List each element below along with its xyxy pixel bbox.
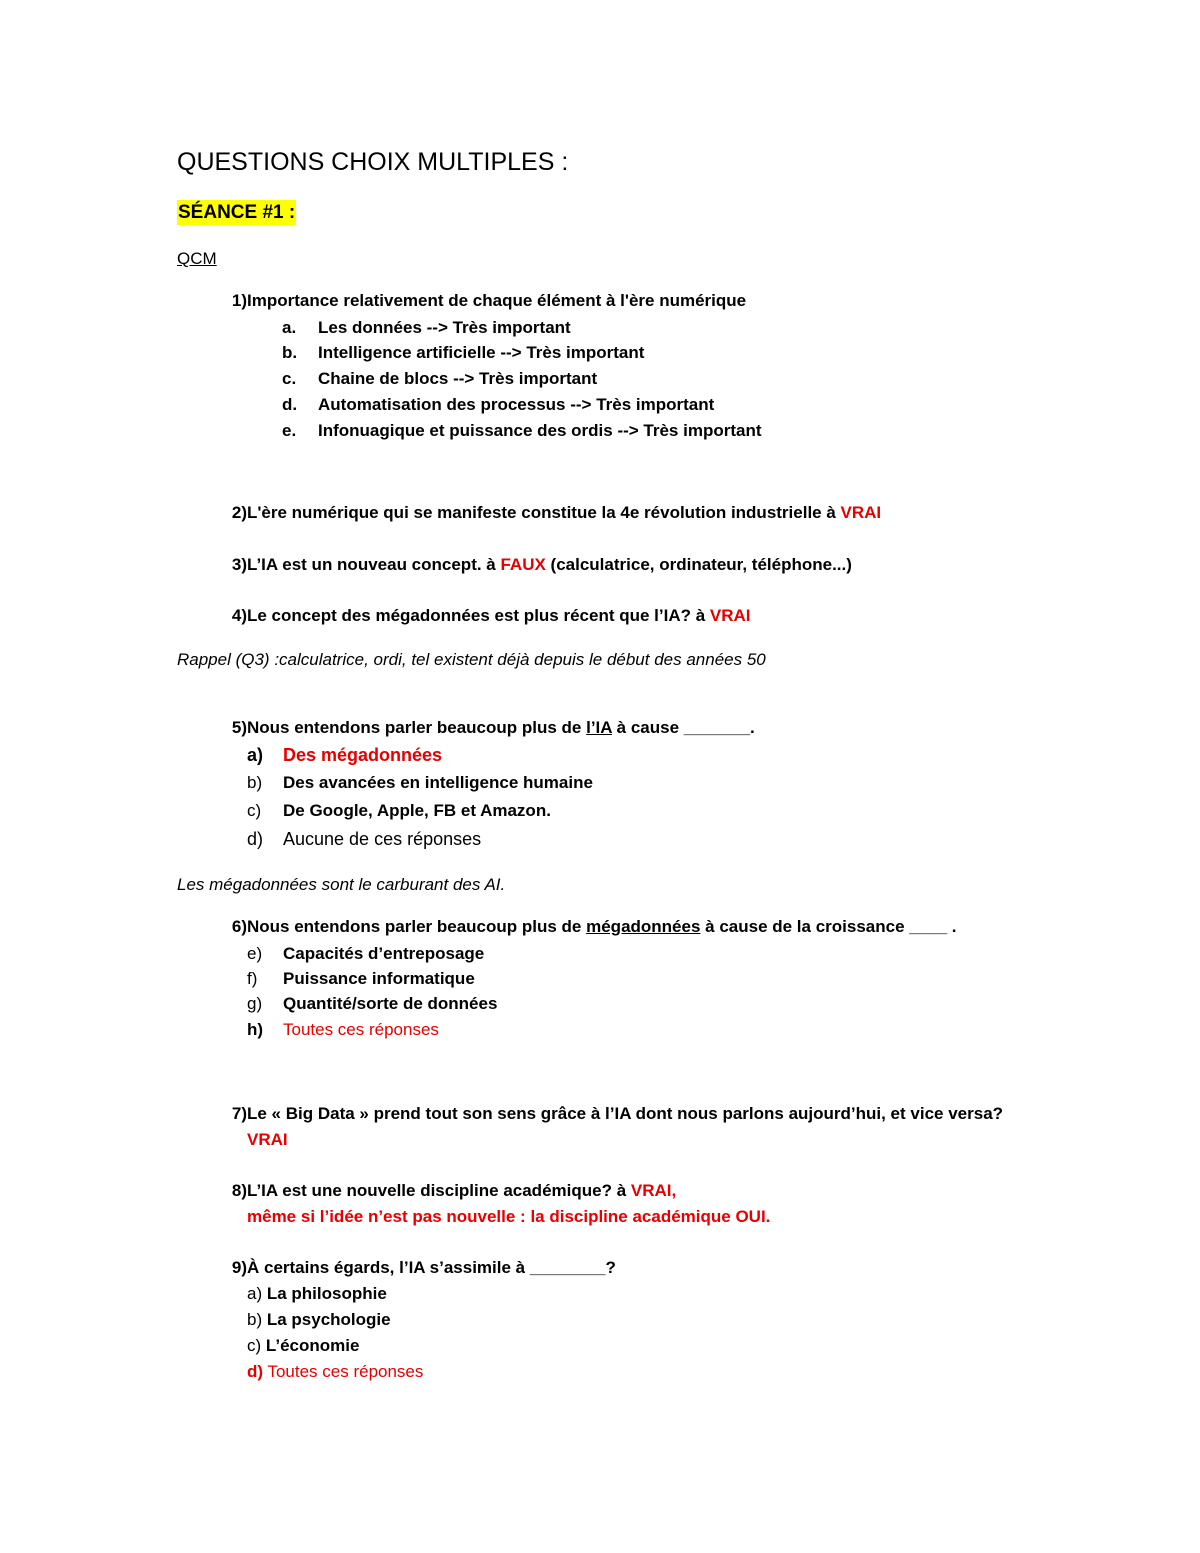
answer-label: FAUX: [500, 555, 546, 574]
q5-option: c) De Google, Apple, FB et Amazon.: [247, 801, 551, 820]
answer-label: VRAI: [840, 503, 882, 522]
note-5: Les mégadonnées sont le carburant des AI.: [177, 875, 506, 894]
answer-label: VRAI,: [630, 1181, 677, 1200]
q1-item: e. Infonuagique et puissance des ordis --> Très important: [282, 421, 762, 440]
q6-option: f) Puissance informatique: [247, 969, 475, 988]
q1-item: c. Chaine de blocs --> Très important: [282, 369, 598, 388]
question-4: 4) Le concept des mégadonnées est plus récent que l’IA? à VRAI: [231, 606, 751, 625]
question-3: 3) L’IA est un nouveau concept. à FAUX (calculatrice, ordinateur, téléphone...): [231, 555, 852, 574]
q5-option: a) Des mégadonnées: [247, 745, 443, 765]
seance-heading: SÉANCE #1 :: [178, 202, 296, 223]
q9-option: d) Toutes ces réponses: [247, 1362, 424, 1381]
question-8: 8) L’IA est une nouvelle discipline académique? à VRAI,: [231, 1181, 677, 1200]
q1-item: b. Intelligence artificielle --> Très important: [282, 343, 645, 362]
q9-option: a) La philosophie: [247, 1284, 387, 1303]
document-title: QUESTIONS CHOIX MULTIPLES :: [177, 148, 569, 176]
qcm-heading: QCM: [177, 249, 217, 268]
q6-option: e) Capacités d’entreposage: [247, 944, 485, 963]
question-5: 5) Nous entendons parler beaucoup plus de l’IA à cause _______.: [231, 718, 755, 737]
q9-option: c) L’économie: [247, 1336, 360, 1355]
q5-option: d) Aucune de ces réponses: [247, 829, 482, 849]
q1-item: a. Les données --> Très important: [282, 318, 571, 337]
q6-option: g) Quantité/sorte de données: [247, 994, 498, 1013]
answer-explanation: même si l’idée n’est pas nouvelle : la discipline académique OUI.: [247, 1207, 771, 1226]
question-7: 7) Le « Big Data » prend tout son sens grâce à l’IA dont nous parlons aujourd’hui, et vice versa?: [231, 1104, 1004, 1123]
answer-label: VRAI: [709, 606, 751, 625]
q5-option: b) Des avancées en intelligence humaine: [247, 773, 593, 792]
rappel-note: Rappel (Q3) :calculatrice, ordi, tel existent déjà depuis le début des années 50: [177, 650, 766, 669]
q6-option: h) Toutes ces réponses: [247, 1020, 439, 1039]
q1-item: d. Automatisation des processus --> Très important: [282, 395, 715, 414]
question-9: 9) À certains égards, l’IA s’assimile à ________?: [231, 1258, 616, 1277]
question-1: 1) Importance relativement de chaque élément à l'ère numérique: [231, 291, 747, 310]
question-2: 2) L'ère numérique qui se manifeste constitue la 4e révolution industrielle à VRAI: [231, 503, 882, 522]
question-6: 6) Nous entendons parler beaucoup plus de mégadonnées à cause de la croissance ____ .: [231, 917, 957, 936]
q9-option: b) La psychologie: [247, 1310, 391, 1329]
answer-label: VRAI: [247, 1130, 288, 1149]
